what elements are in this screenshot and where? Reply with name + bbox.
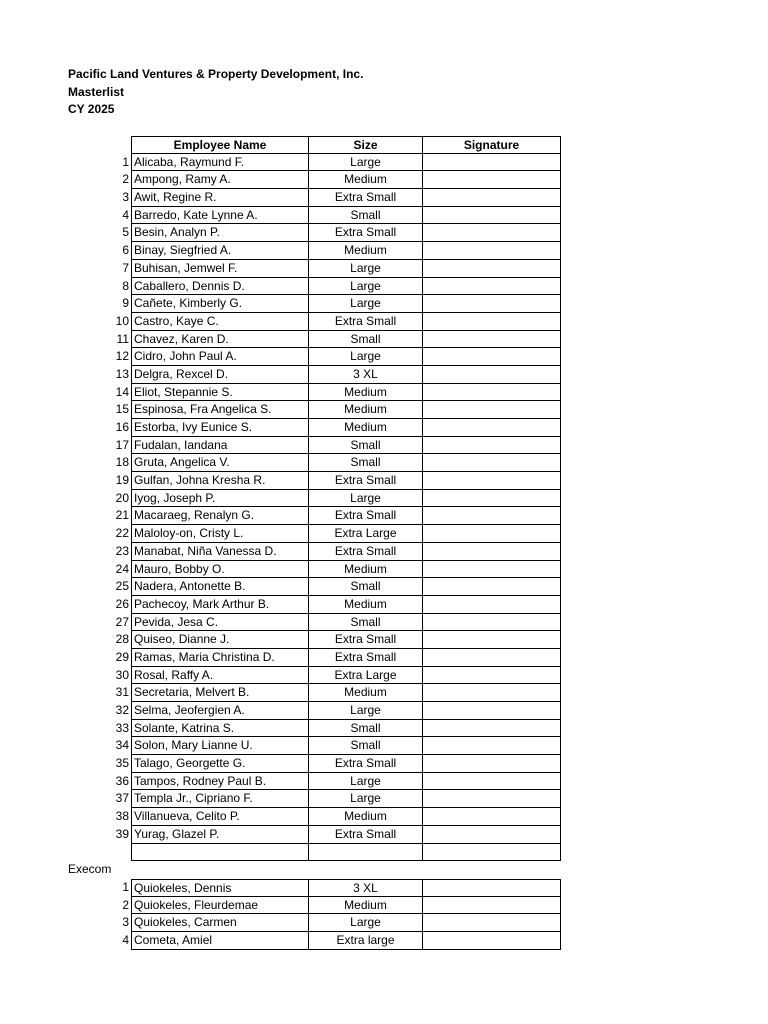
- row-number: 29: [115, 649, 129, 664]
- table-row: [68, 507, 561, 525]
- employee-name-cell: Rosal, Raffy A.: [131, 667, 308, 685]
- row-number: 9: [122, 296, 129, 311]
- signature-cell: [422, 755, 561, 773]
- document-year: CY 2025: [68, 102, 115, 116]
- signature-cell: [422, 578, 561, 596]
- row-number: 27: [115, 614, 129, 629]
- size-cell: Medium: [308, 171, 422, 189]
- signature-cell: [422, 348, 561, 366]
- row-number: 38: [115, 809, 129, 824]
- row-number: 8: [122, 278, 129, 293]
- employee-name-cell: Quiokeles, Fleurdemae: [131, 897, 308, 915]
- signature-cell: [422, 472, 561, 490]
- row-number: 18: [115, 455, 129, 470]
- size-cell: Extra Small: [308, 543, 422, 561]
- row-number: 37: [115, 791, 129, 806]
- employee-name-cell: Espinosa, Fra Angelica S.: [131, 401, 308, 419]
- row-number: 2: [122, 897, 129, 912]
- size-cell: Large: [308, 914, 422, 932]
- employee-name-cell: Besin, Analyn P.: [131, 224, 308, 242]
- table-row: [68, 525, 561, 543]
- table-row: [68, 808, 561, 826]
- signature-cell: [422, 454, 561, 472]
- table-row: [68, 384, 561, 402]
- size-cell: Large: [308, 348, 422, 366]
- table-row: [68, 755, 561, 773]
- table-row: [68, 207, 561, 225]
- signature-cell: [422, 295, 561, 313]
- size-cell: Medium: [308, 384, 422, 402]
- table-row: [68, 189, 561, 207]
- row-number: 14: [115, 384, 129, 399]
- size-cell: Medium: [308, 242, 422, 260]
- signature-cell: [422, 419, 561, 437]
- size-cell: Medium: [308, 419, 422, 437]
- row-number: 22: [115, 526, 129, 541]
- row-number: 19: [115, 473, 129, 488]
- size-cell: Large: [308, 773, 422, 791]
- employee-name-cell: Maloloy-on, Cristy L.: [131, 525, 308, 543]
- signature-cell: [422, 561, 561, 579]
- table-row: [68, 154, 561, 172]
- employee-name-cell: Pachecoy, Mark Arthur B.: [131, 596, 308, 614]
- table-row: [68, 561, 561, 579]
- size-cell: Large: [308, 154, 422, 172]
- row-number: 30: [115, 667, 129, 682]
- table-row: [68, 631, 561, 649]
- column-header-signature: Signature: [422, 136, 561, 154]
- employee-name-cell: Delgra, Rexcel D.: [131, 366, 308, 384]
- signature-cell: [422, 737, 561, 755]
- employee-name-cell: Quiseo, Dianne J.: [131, 631, 308, 649]
- employee-name-cell: Macaraeg, Renalyn G.: [131, 507, 308, 525]
- row-number: 26: [115, 596, 129, 611]
- size-cell: Extra large: [308, 932, 422, 950]
- blank-row: [68, 844, 561, 862]
- signature-cell: [422, 189, 561, 207]
- row-number: 16: [115, 420, 129, 434]
- row-number: 3: [122, 190, 129, 205]
- size-cell: Small: [308, 737, 422, 755]
- employee-name-cell: Barredo, Kate Lynne A.: [131, 207, 308, 225]
- signature-cell: [422, 684, 561, 702]
- signature-cell: [422, 260, 561, 278]
- employee-name-cell: Eliot, Stepannie S.: [131, 384, 308, 402]
- row-number: 21: [115, 508, 129, 523]
- signature-cell: [422, 207, 561, 225]
- employee-name-cell: Estorba, Ivy Eunice S.: [131, 419, 308, 437]
- row-number: 4: [122, 932, 129, 947]
- size-cell: Extra Small: [308, 472, 422, 490]
- signature-cell: [422, 224, 561, 242]
- size-cell: Large: [308, 702, 422, 720]
- size-cell: Extra Small: [308, 224, 422, 242]
- employee-rows: [68, 154, 561, 844]
- row-number: 17: [115, 437, 129, 452]
- row-number: 13: [115, 366, 129, 381]
- table-header-row: [68, 136, 561, 154]
- employee-name-cell: Pevida, Jesa C.: [131, 614, 308, 632]
- table-row: [68, 596, 561, 614]
- signature-cell: [422, 879, 561, 897]
- table-row: [68, 614, 561, 632]
- table-row: [68, 490, 561, 508]
- table-row: [68, 472, 561, 490]
- row-number-header: [68, 136, 131, 154]
- row-number: 1: [122, 154, 129, 169]
- masterlist-table: [68, 136, 561, 950]
- table-row: [68, 295, 561, 313]
- signature-cell: [422, 278, 561, 296]
- row-number: 10: [115, 313, 129, 328]
- employee-name-cell: Iyog, Joseph P.: [131, 490, 308, 508]
- signature-cell: [422, 596, 561, 614]
- signature-cell: [422, 897, 561, 915]
- row-number: 24: [115, 561, 129, 576]
- row-number: 25: [115, 579, 129, 594]
- employee-name-cell: Alicaba, Raymund F.: [131, 154, 308, 172]
- employee-name-cell: Nadera, Antonette B.: [131, 578, 308, 596]
- table-row: [68, 543, 561, 561]
- column-header-employee-name: Employee Name: [131, 136, 308, 154]
- table-row: [68, 702, 561, 720]
- table-row: [68, 826, 561, 844]
- table-row: [68, 260, 561, 278]
- table-row: [68, 932, 561, 950]
- signature-cell: [422, 507, 561, 525]
- employee-name-cell: Villanueva, Celito P.: [131, 808, 308, 826]
- employee-name-cell: Selma, Jeofergien A.: [131, 702, 308, 720]
- table-row: [68, 366, 561, 384]
- size-cell: Extra Small: [308, 313, 422, 331]
- employee-name-cell: Quiokeles, Dennis: [131, 879, 308, 897]
- employee-name-cell: Quiokeles, Carmen: [131, 914, 308, 932]
- row-number: 1: [122, 879, 129, 894]
- size-cell: Medium: [308, 684, 422, 702]
- row-number: 28: [115, 632, 129, 647]
- size-cell: Extra Small: [308, 507, 422, 525]
- employee-name-cell: Mauro, Bobby O.: [131, 561, 308, 579]
- size-cell: Medium: [308, 596, 422, 614]
- signature-cell: [422, 525, 561, 543]
- row-number: 2: [122, 172, 129, 187]
- table-row: [68, 401, 561, 419]
- employee-name-cell: Yurag, Glazel P.: [131, 826, 308, 844]
- size-cell: Small: [308, 454, 422, 472]
- signature-cell: [422, 490, 561, 508]
- document-header: [68, 66, 363, 119]
- row-number: 35: [115, 756, 129, 771]
- signature-cell: [422, 242, 561, 260]
- table-row: [68, 278, 561, 296]
- signature-cell: [422, 720, 561, 738]
- table-row: [68, 242, 561, 260]
- size-cell: Extra Small: [308, 631, 422, 649]
- row-number: 6: [122, 243, 129, 258]
- table-row: [68, 773, 561, 791]
- signature-cell: [422, 631, 561, 649]
- employee-name-cell: Cometa, Amiel: [131, 932, 308, 950]
- table-row: [68, 419, 561, 437]
- blank-cell-name: [131, 844, 308, 862]
- row-number: 7: [122, 260, 129, 275]
- execom-label: Execom: [68, 862, 112, 877]
- row-number: 36: [115, 773, 129, 788]
- table-row: [68, 224, 561, 242]
- size-cell: Extra Small: [308, 755, 422, 773]
- table-row: [68, 790, 561, 808]
- employee-name-cell: Manabat, Niña Vanessa D.: [131, 543, 308, 561]
- table-row: [68, 578, 561, 596]
- signature-cell: [422, 401, 561, 419]
- row-number: 3: [122, 915, 129, 930]
- size-cell: Medium: [308, 808, 422, 826]
- size-cell: Small: [308, 720, 422, 738]
- row-number: 11: [116, 331, 129, 346]
- signature-cell: [422, 154, 561, 172]
- table-row: [68, 331, 561, 349]
- row-number: 34: [115, 738, 129, 753]
- employee-name-cell: Solante, Katrina S.: [131, 720, 308, 738]
- execom-label-row: [68, 861, 561, 879]
- row-number: 20: [115, 490, 129, 505]
- size-cell: Large: [308, 490, 422, 508]
- blank-cell-size: [308, 844, 422, 862]
- employee-name-cell: Buhisan, Jemwel F.: [131, 260, 308, 278]
- size-cell: Extra Large: [308, 667, 422, 685]
- row-number: 32: [115, 703, 129, 717]
- size-cell: 3 XL: [308, 879, 422, 897]
- column-header-size: Size: [308, 136, 422, 154]
- signature-cell: [422, 932, 561, 950]
- signature-cell: [422, 384, 561, 402]
- row-number: 31: [115, 685, 129, 700]
- employee-name-cell: Binay, Siegfried A.: [131, 242, 308, 260]
- table-row: [68, 348, 561, 366]
- document-subtitle: Masterlist: [68, 84, 125, 99]
- size-cell: Extra Small: [308, 826, 422, 844]
- size-cell: Large: [308, 790, 422, 808]
- signature-cell: [422, 331, 561, 349]
- table-row: [68, 171, 561, 189]
- size-cell: Small: [308, 207, 422, 225]
- employee-name-cell: Templa Jr., Cipriano F.: [131, 790, 308, 808]
- employee-name-cell: Secretaria, Melvert B.: [131, 684, 308, 702]
- table-row: [68, 737, 561, 755]
- signature-cell: [422, 437, 561, 455]
- size-cell: Extra Large: [308, 525, 422, 543]
- size-cell: Small: [308, 578, 422, 596]
- table-row: [68, 454, 561, 472]
- table-row: [68, 684, 561, 702]
- employee-name-cell: Awit, Regine R.: [131, 189, 308, 207]
- size-cell: Medium: [308, 401, 422, 419]
- table-row: [68, 437, 561, 455]
- signature-cell: [422, 773, 561, 791]
- table-row: [68, 649, 561, 667]
- signature-cell: [422, 702, 561, 720]
- employee-name-cell: Caballero, Dennis D.: [131, 278, 308, 296]
- table-row: [68, 897, 561, 915]
- company-name: Pacific Land Ventures & Property Development, Inc.: [68, 67, 364, 81]
- signature-cell: [422, 313, 561, 331]
- table-row: [68, 720, 561, 738]
- signature-cell: [422, 667, 561, 685]
- size-cell: Medium: [308, 561, 422, 579]
- row-number: 12: [115, 349, 129, 364]
- employee-name-cell: Solon, Mary Lianne U.: [131, 737, 308, 755]
- row-number: 23: [115, 543, 129, 558]
- blank-cell-signature: [422, 844, 561, 862]
- row-number: 15: [115, 402, 129, 417]
- employee-name-cell: Fudalan, Iandana: [131, 437, 308, 455]
- table-row: [68, 879, 561, 897]
- table-row: [68, 667, 561, 685]
- employee-name-cell: Ampong, Ramy A.: [131, 171, 308, 189]
- signature-cell: [422, 808, 561, 826]
- employee-name-cell: Tampos, Rodney Paul B.: [131, 773, 308, 791]
- signature-cell: [422, 914, 561, 932]
- employee-name-cell: Gulfan, Johna Kresha R.: [131, 472, 308, 490]
- size-cell: Large: [308, 260, 422, 278]
- signature-cell: [422, 366, 561, 384]
- size-cell: Small: [308, 331, 422, 349]
- signature-cell: [422, 649, 561, 667]
- table-row: [68, 914, 561, 932]
- employee-name-cell: Cañete, Kimberly G.: [131, 295, 308, 313]
- size-cell: Small: [308, 614, 422, 632]
- signature-cell: [422, 171, 561, 189]
- employee-name-cell: Gruta, Angelica V.: [131, 454, 308, 472]
- size-cell: 3 XL: [308, 366, 422, 384]
- signature-cell: [422, 543, 561, 561]
- size-cell: Large: [308, 295, 422, 313]
- size-cell: Extra Small: [308, 649, 422, 667]
- signature-cell: [422, 614, 561, 632]
- row-number: 4: [122, 207, 129, 222]
- employee-name-cell: Cidro, John Paul A.: [131, 348, 308, 366]
- employee-name-cell: Talago, Georgette G.: [131, 755, 308, 773]
- employee-name-cell: Ramas, Maria Christina D.: [131, 649, 308, 667]
- signature-cell: [422, 826, 561, 844]
- size-cell: Extra Small: [308, 189, 422, 207]
- employee-name-cell: Castro, Kaye C.: [131, 313, 308, 331]
- row-number: 33: [115, 720, 129, 735]
- signature-cell: [422, 790, 561, 808]
- table-row: [68, 313, 561, 331]
- row-number: 39: [115, 826, 129, 841]
- blank-cell-number: [68, 844, 131, 862]
- size-cell: Large: [308, 278, 422, 296]
- size-cell: Small: [308, 437, 422, 455]
- employee-name-cell: Chavez, Karen D.: [131, 331, 308, 349]
- execom-rows: [68, 879, 561, 950]
- row-number: 5: [122, 225, 129, 240]
- size-cell: Medium: [308, 897, 422, 915]
